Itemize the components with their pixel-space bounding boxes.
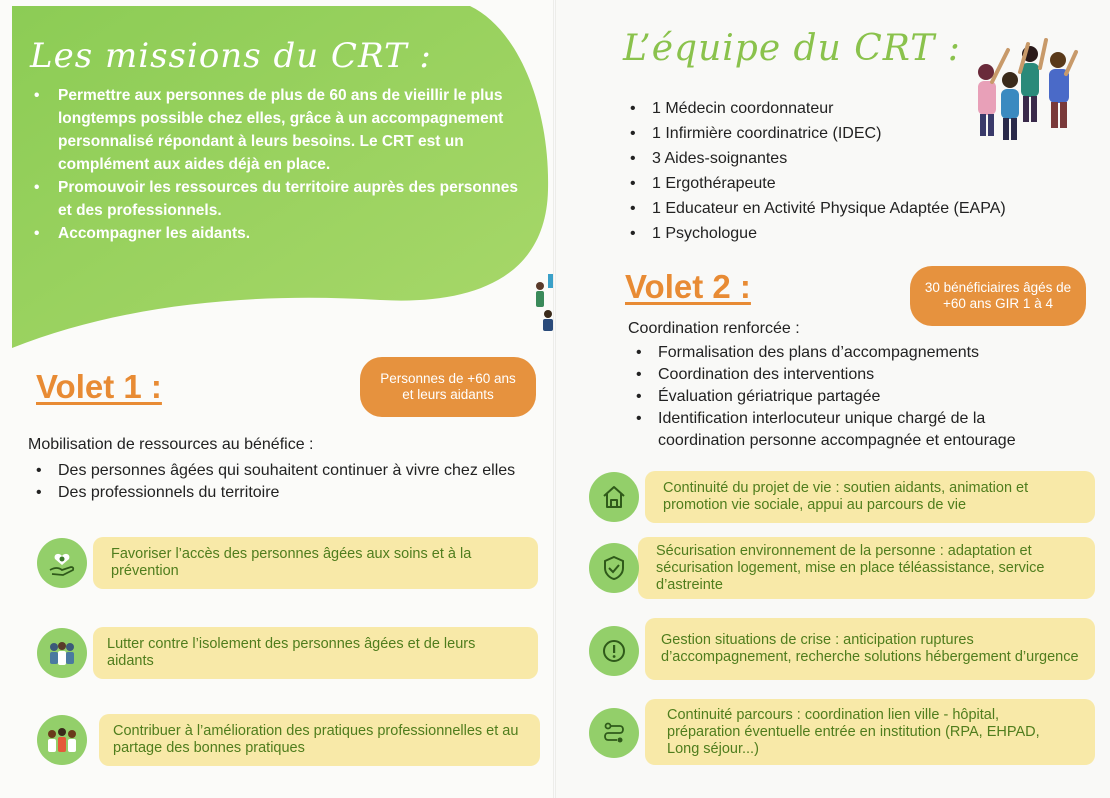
team-member: • 1 Psychologue xyxy=(630,221,1006,246)
team-member: • 1 Médecin coordonnateur xyxy=(630,96,1006,121)
missions-list xyxy=(34,84,524,245)
hand-heart-icon xyxy=(37,538,87,588)
house-icon xyxy=(589,472,639,522)
volet1-badge: Personnes de +60 ans et leurs aidants xyxy=(360,357,536,417)
team-member: • 3 Aides-soignantes xyxy=(630,146,1006,171)
team-list xyxy=(630,96,1006,246)
team-title: L’équipe du CRT : xyxy=(623,28,961,69)
volet2-card-pathway: Continuité parcours : coordination lien ville - hôpital, préparation éventuelle entrée en institution (RPA, EHPAD, Long séjour...) xyxy=(645,699,1095,765)
volet1-intro: Mobilisation de ressources au bénéfice : xyxy=(28,436,314,453)
bullet-item: • Identification interlocuteur unique chargé de la coordination personne accompagnée et entourage xyxy=(628,408,1068,452)
mission-item: • Promouvoir les ressources du territoire auprès des personnes et des professionnels. xyxy=(34,176,524,222)
volet1-card-practices: Contribuer à l’amélioration des pratiques professionnelles et au partage des bonnes pratiques xyxy=(99,714,540,766)
team-member: • 1 Infirmière coordinatrice (IDEC) xyxy=(630,121,1006,146)
mission-item: • Accompagner les aidants. xyxy=(34,222,524,245)
volet1-title: Volet 1 : xyxy=(36,368,162,405)
volet2-card-life-project: Continuité du projet de vie : soutien aidants, animation et promotion vie sociale, appui au parcours de vie xyxy=(645,471,1095,523)
mission-item: • Permettre aux personnes de plus de 60 ans de vieillir le plus longtemps possible chez elles, grâce à un accompagnement personnalisé répondant à leurs besoins. Le CRT est un complément aux aides déjà en place. xyxy=(34,84,524,176)
volet2-intro: Coordination renforcée : xyxy=(628,320,800,337)
volet1-card-isolation: Lutter contre l’isolement des personnes âgées et de leurs aidants xyxy=(93,627,538,679)
bullet-item: • Coordination des interventions xyxy=(628,364,1068,386)
group-people-icon xyxy=(37,628,87,678)
bullet-item: • Des professionnels du territoire xyxy=(28,482,553,504)
volet2-card-security: Sécurisation environnement de la personne : adaptation et sécurisation logement, mise en place téléassistance, service d’astreinte xyxy=(638,537,1095,599)
volet2-title: Volet 2 : xyxy=(625,268,751,305)
bullet-item: • Évaluation gériatrique partagée xyxy=(628,386,1068,408)
team-member: • 1 Ergothérapeute xyxy=(630,171,1006,196)
bullet-item: • Des personnes âgées qui souhaitent continuer à vivre chez elles xyxy=(28,460,553,482)
missions-title: Les missions du CRT : xyxy=(30,36,432,76)
route-icon xyxy=(589,708,639,758)
volet1-card-care: Favoriser l’accès des personnes âgées aux soins et à la prévention xyxy=(93,537,538,589)
team-professionals-icon xyxy=(37,715,87,765)
volet2-bullets xyxy=(628,342,1068,452)
shield-check-icon xyxy=(589,543,639,593)
volet1-bullets xyxy=(28,460,553,504)
volet2-card-crisis: Gestion situations de crise : anticipation ruptures d’accompagnement, recherche solutions hébergement d’urgence xyxy=(645,618,1095,680)
volet2-badge: 30 bénéficiaires âgés de +60 ans GIR 1 à 4 xyxy=(910,266,1086,326)
bullet-item: • Formalisation des plans d’accompagnements xyxy=(628,342,1068,364)
team-member: • 1 Educateur en Activité Physique Adaptée (EAPA) xyxy=(630,196,1006,221)
alert-icon xyxy=(589,626,639,676)
